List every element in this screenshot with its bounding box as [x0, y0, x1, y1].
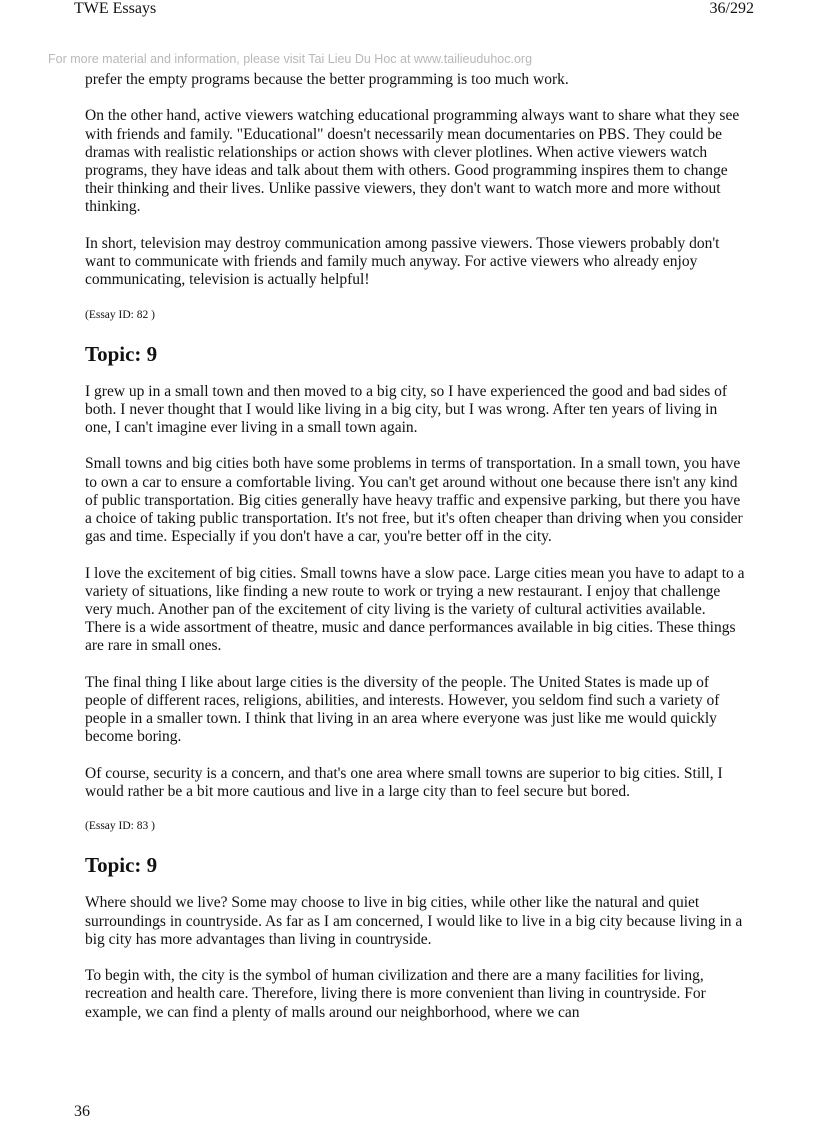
- document-body: [85, 71, 745, 1040]
- page-number: 36: [74, 1103, 90, 1120]
- paragraph: In short, television may destroy communication among passive viewers. Those viewers probably don't want to communicate with friends and family much anyway. For active viewers who already enjoy communicating, television is actually helpful!: [85, 234, 720, 289]
- paragraph: To begin with, the city is the symbol of human civilization and there are a many facilities for living, recreation and health care. Therefore, living there is more convenient than living in countryside. For example, we can find a plenty of malls around our neighborhood, where we can: [85, 967, 706, 1021]
- document-title: TWE Essays: [74, 0, 157, 17]
- paragraph: The final thing I like about large cities is the diversity of the people. The United States is made up of people of different races, religions, abilities, and interests. However, you seldom find such a variety of people in a smaller town. I think that living in an area where everyone was just like me would quickly become boring.: [85, 673, 720, 746]
- paragraph: I love the excitement of big cities. Small towns have a slow pace. Large cities mean you have to adapt to a variety of situations, like finding a new route to work or trying a new restaurant. I enjoy that challenge very much. Another pan of the excitement of city living is the variety of cultural activities available. There is a wide assortment of theatre, music and dance performances available in big cities. These things are rare in small ones.: [85, 564, 745, 655]
- topic-heading: Topic: 9: [85, 853, 158, 878]
- essay-id: (Essay ID: 83 ): [85, 820, 155, 833]
- page-counter: 36/292: [709, 0, 754, 17]
- paragraph: Of course, security is a concern, and that's one area where small towns are superior to big cities. Still, I would rather be a bit more cautious and live in a large city than to feel secure but bored.: [85, 764, 723, 800]
- paragraph: On the other hand, active viewers watching educational programming always want to share what they see with friends and family. "Educational" doesn't necessarily mean documentaries on PBS. They could be dramas with realistic relationships or action shows with clever plotlines. When active viewers watch programs, they have ideas and talk about them with others. Good programming inspires them to change their thinking and their lives. Unlike passive viewers, they don't want to watch more and more without thinking.: [85, 107, 740, 216]
- paragraph: Where should we live? Some may choose to live in big cities, while other like the natural and quiet surroundings in countryside. As far as I am concerned, I would like to live in a big city because living in a big city has more advantages than living in countryside.: [85, 894, 743, 948]
- paragraph: Small towns and big cities both have some problems in terms of transportation. In a small town, you have to own a car to ensure a comfortable living. You can't get around without one because there isn't any kind of public transportation. Big cities generally have heavy traffic and expensive parking, but there you have a choice of taking public transportation. It's not free, but it's often cheaper than driving when you consider gas and time. Especially if you don't have a car, you're better off in the city.: [85, 455, 743, 546]
- paragraph: I grew up in a small town and then moved to a big city, so I have experienced the good and bad sides of both. I never thought that I would like living in a big city, but I was wrong. After ten years of living in one, I can't imagine ever living in a small town again.: [85, 382, 728, 436]
- essay-id: (Essay ID: 82 ): [85, 308, 155, 321]
- watermark-text: For more material and information, please visit Tai Lieu Du Hoc at www.tailieuduhoc.org: [48, 52, 533, 66]
- topic-heading: Topic: 9: [85, 341, 158, 366]
- paragraph: prefer the empty programs because the better programming is too much work.: [85, 71, 569, 88]
